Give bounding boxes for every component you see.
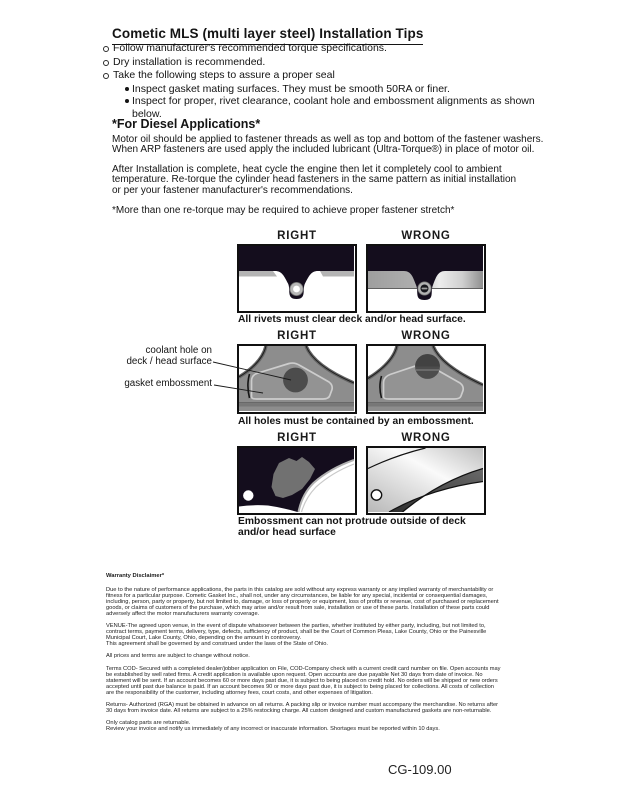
list-item xyxy=(103,42,563,56)
figure-label-right: RIGHT xyxy=(277,230,317,242)
paragraph: Motor oil should be applied to fastener threads as well as top and bottom of the fastener washers. When ARP fasteners are used apply the included lubricant (Ultra-Torque®) in place of motor oil. xyxy=(112,133,544,156)
figure-caption: Embossment can not protrude outside of deck and/or head surface xyxy=(238,516,466,538)
embossment-wrong-illustration xyxy=(368,346,483,411)
annotation-gasket-embossment: gasket embossment xyxy=(124,378,212,389)
warranty-paragraph: Due to the nature of performance applications, the parts in this catalog are sold without any express warranty or any implied warranty of merchantability or fitness for a particular purpose. Cometic Gasket Inc., shall not, under any circumstances, be liable for any special, incidental or consequential damages, including, person, party or property, but not limited to, damage, or loss of property or equipment, loss of profits or revenue, cost of purchased or replacement goods, or claims of customers of the purchase, which may arise and/or result from sale, installation or use of these parts. Installation of these parts could adversely affect the motor manufacturers warranty coverage. xyxy=(106,587,499,618)
diagram-protrusion-wrong xyxy=(366,446,486,515)
subtip-text: Inspect for proper, rivet clearance, coolant hole and embossment alignments as shown below. xyxy=(132,95,535,121)
rivet-right-illustration xyxy=(239,246,354,310)
figure-label-wrong: WRONG xyxy=(401,432,451,444)
protrusion-right-illustration xyxy=(239,448,354,512)
notes-paragraph: Only catalog parts are returnable. Review your invoice and notify us immediately of any incorrect or inaccurate information. Shortages must be reported within 10 days. xyxy=(106,719,440,732)
open-bullet-icon xyxy=(103,60,109,66)
returns-paragraph: Returns- Authorized (RGA) must be obtained in advance on all returns. A packing slip or invoice number must accompany the merchandise. No returns after 30 days from invoice date. All returns are subject to a 25% restocking charge. All custom designed and custom manufactured gaskets are non-returnable. xyxy=(106,701,498,714)
open-bullet-icon xyxy=(103,46,109,52)
open-bullet-icon xyxy=(103,73,109,79)
diagram-embossment-wrong xyxy=(366,344,486,414)
document-number: CG-109.00 xyxy=(388,762,452,777)
page-title: Cometic MLS (multi layer steel) Installation Tips xyxy=(112,26,423,45)
figure-label-right: RIGHT xyxy=(277,330,317,342)
subtip-text: Inspect gasket mating surfaces. They must be smooth 50RA or finer. xyxy=(132,82,450,95)
diagram-embossment-right xyxy=(237,344,357,414)
diagram-protrusion-right xyxy=(237,446,357,515)
figure-caption: All holes must be contained by an embossment. xyxy=(238,416,474,427)
list-item xyxy=(103,83,563,96)
terms-paragraph: Terms COD- Secured with a completed dealer/jobber application on File, COD-Company check with a current credit card number on file. Open accounts may be established by well rated firms. A credit application is available upon request. Open accounts are due payable Net 30 days from date of invoice. No statement will be sent. If an account becomes 60 or more days past due, it is subject to being placed on credit hold. No orders will be shipped or new orders accepted until past due balance is paid. If an account becomes 90 or more days past due, it is subject to being placed for collections. All costs of collection are the responsibility of the customer, including attorney fees, court costs, and other expenses of litigation. xyxy=(106,665,501,696)
figure-label-wrong: WRONG xyxy=(401,330,451,342)
list-item xyxy=(103,69,563,83)
tip-text: Follow manufacturer's recommended torque specifications. xyxy=(113,42,387,54)
embossment-right-illustration xyxy=(239,346,354,411)
tip-text: Take the following steps to assure a proper seal xyxy=(113,69,335,81)
figure-label-right: RIGHT xyxy=(277,432,317,444)
tip-text: Dry installation is recommended. xyxy=(113,55,266,68)
bullet-icon xyxy=(125,87,129,91)
diagram-rivet-right xyxy=(237,244,357,313)
protrusion-wrong-illustration xyxy=(368,448,483,512)
tips-list xyxy=(103,42,563,121)
section-heading: *For Diesel Applications* xyxy=(112,117,261,131)
annotation-coolant-hole: coolant hole on deck / head surface xyxy=(126,345,212,367)
diagram-rivet-wrong xyxy=(366,244,486,313)
warranty-heading: Warranty Disclaimer* xyxy=(106,573,165,579)
legal-section xyxy=(106,573,516,738)
venue-paragraph: VENUE-The agreed upon venue, in the event of dispute whatsoever between the parties, whether instituted by either party, including, but not limited to, contract terms, payment terms, delivery, type, defects, sufficiency of product, shall be the Court of Common Pleas, Lake County, Ohio or the Painesville Municipal Court, Lake County, Ohio, depending on the amount in controversy. This agreement shall be governed by and construed under the laws of the State of Ohio. xyxy=(106,623,487,648)
figure-label-wrong: WRONG xyxy=(401,230,451,242)
bullet-icon xyxy=(125,99,129,103)
note-text: *More than one re-torque may be required to achieve proper fastener stretch* xyxy=(112,205,455,216)
rivet-wrong-illustration xyxy=(368,246,483,310)
figure-caption: All rivets must clear deck and/or head surface. xyxy=(238,314,466,325)
prices-paragraph: All prices and terms are subject to change without notice. xyxy=(106,653,250,660)
paragraph: After Installation is complete, heat cycle the engine then let it completely cool to ambient temperature. Re-torque the cylinder head fasteners in the same pattern as initial installation or per your fastener manufacturer's recommendations. xyxy=(112,163,517,197)
list-item xyxy=(103,56,563,70)
